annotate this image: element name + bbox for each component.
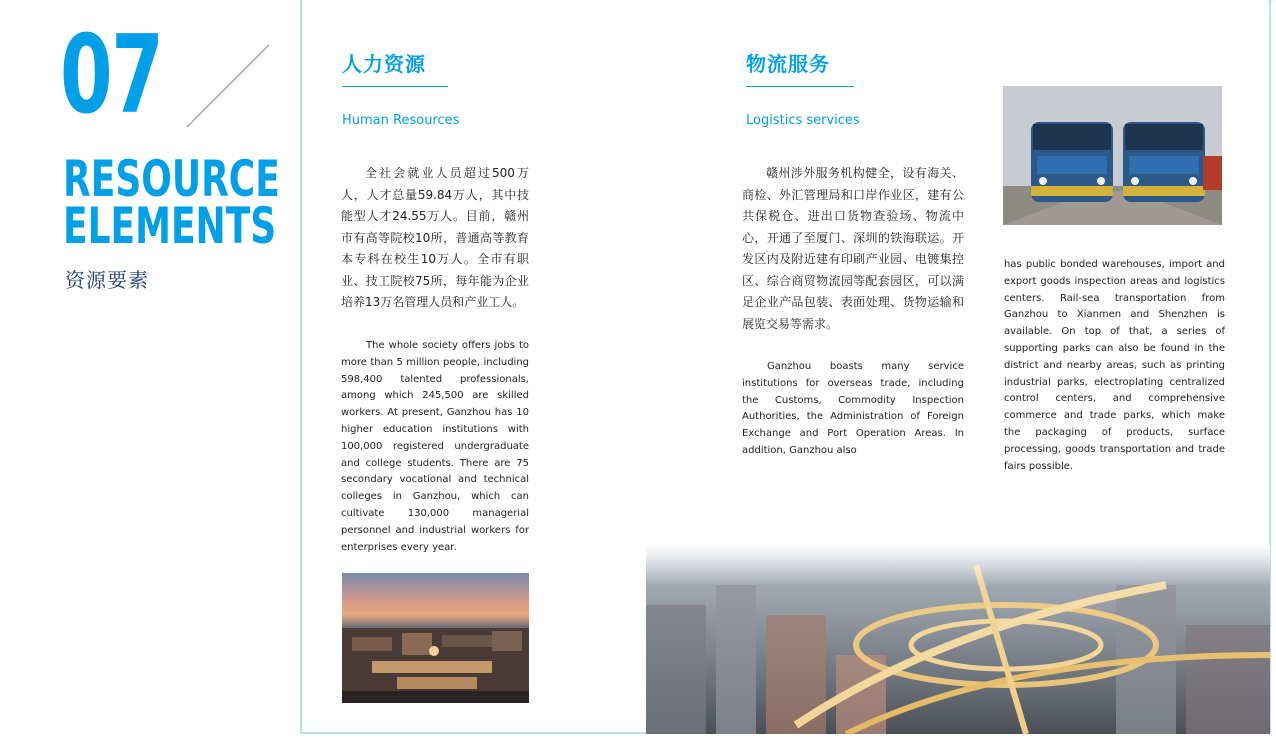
hr-heading: 人力资源 — [342, 52, 426, 76]
hr-cn-paragraph: 全社会就业人员超过500万人，人才总量59.84万人，其中技能型人才24.55万人。目前，赣州市有高等院校10所，普通高等教育本专科在校生10万人。全市有职业、技工院校75所，每年能为企业培养13万名管理人员和产业工人。 — [341, 166, 529, 309]
chapter-title-line1: RESOURCE — [63, 150, 280, 208]
logistics-en-paragraph-1: Ganzhou boasts many service institutions for overseas trade, including the Customs, Commodity Inspection Authorities, the Administration of Foreign Exchange and Port Operation Areas. In addition, Ganzhou also — [742, 361, 964, 456]
logistics-subheading: Logistics services — [746, 113, 860, 128]
chapter-number: 07 — [60, 13, 163, 138]
train-photo — [1003, 86, 1222, 225]
logistics-en-paragraph-2: has public bonded warehouses, import and export goods inspection areas and logistics centers. Rail-sea transportation from Ganzhou to Xianmen and Shenzhen is available. On top of that, a series of supporting parks can also be found in the district and nearby areas, such as printing industrial parks, electroplating centralized control centers, and comprehensive commerce and trade parks, which make the packaging of products, surface processing, goods transportation and trade fairs possible. — [1004, 259, 1225, 472]
hr-underline — [342, 86, 448, 87]
decorative-slash — [186, 44, 270, 128]
chapter-title — [63, 150, 280, 255]
hr-en-paragraph: The whole society offers jobs to more than 5 million people, including 598,400 talented professionals, among which 245,500 are skilled workers. At present, Ganzhou has 10 higher education institutions with 100,000 registered undergraduate and college students. There are 75 secondary vocational and technical colleges in Ganzhou, which can cultivate 130,000 managerial personnel and industrial workers for enterprises every year. — [341, 340, 529, 553]
logistics-underline — [746, 86, 854, 87]
hr-campus-photo — [342, 573, 529, 703]
chapter-title-cn: 资源要素 — [65, 268, 149, 292]
logistics-cn-paragraph: 赣州涉外服务机构健全，设有海关、商检、外汇管理局和口岸作业区，建有公共保税仓、进出口货物查验场、物流中心，开通了至厦门、深圳的铁海联运。开发区内及附近建有印刷产业园、电镀集控区、综合商贸物流园等配套园区，可以满足企业产品包装、表面处理、货物运输和展览交易等需求。 — [742, 166, 964, 331]
logistics-heading: 物流服务 — [746, 52, 830, 76]
hr-subheading: Human Resources — [342, 113, 460, 128]
chapter-title-line2: ELEMENTS — [63, 197, 277, 255]
chapter-panel — [0, 0, 300, 738]
city-interchange-photo — [646, 545, 1270, 734]
